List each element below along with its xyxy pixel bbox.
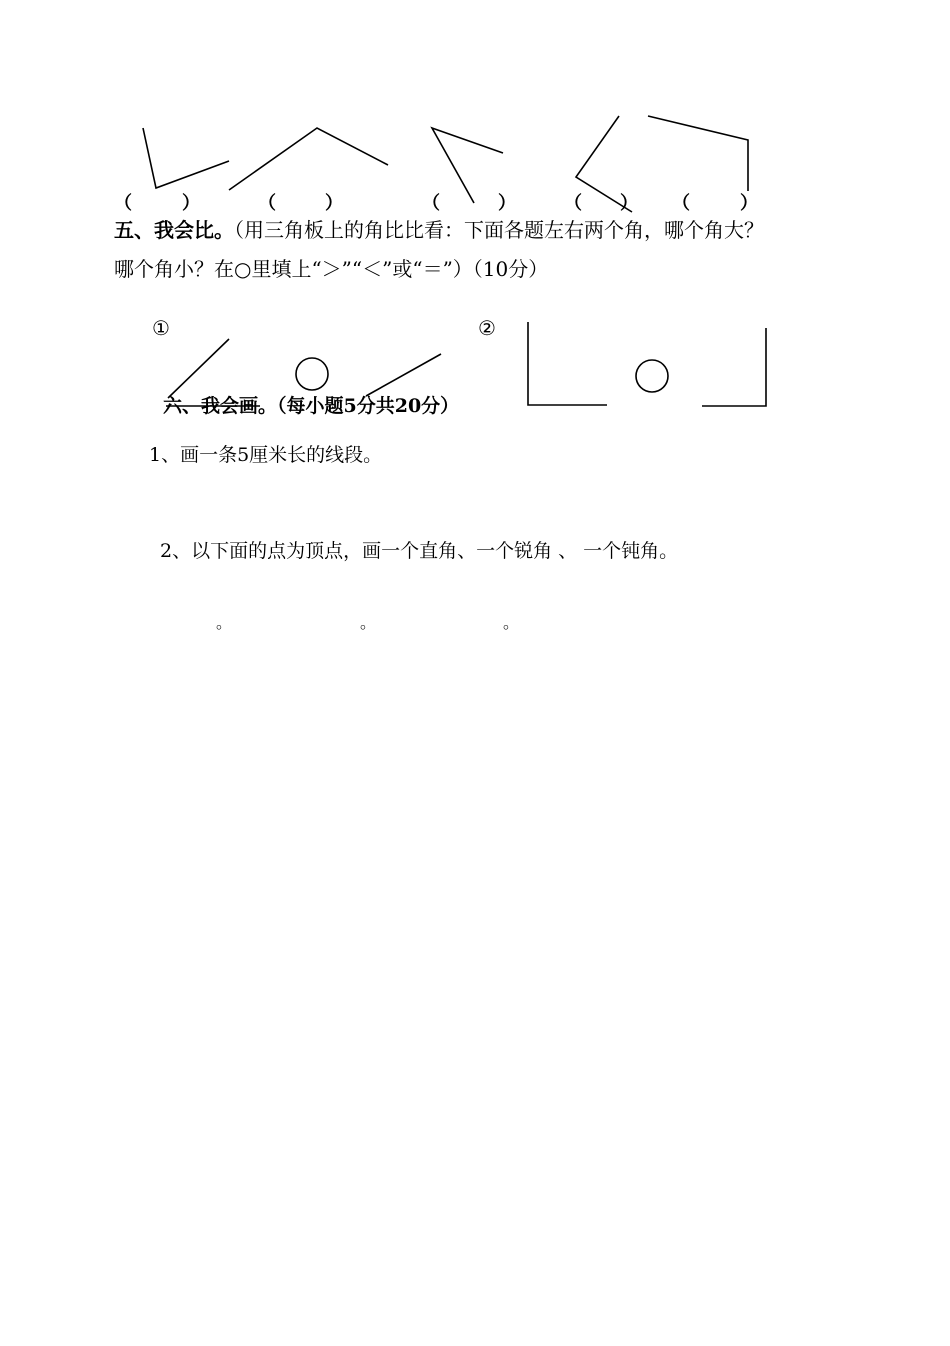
answer-1-close: ） [182, 193, 200, 214]
section6-heading-note: （每小题5分共20分） [277, 395, 460, 417]
compare-2-left-angle [528, 322, 607, 405]
section6-title-line [163, 391, 459, 418]
answer-5-close: ） [740, 193, 758, 214]
section5-heading: 五、我会比。 [114, 218, 234, 242]
answer-3-open: （ [422, 193, 440, 214]
answer-3-close: ） [498, 193, 516, 214]
section5-title-line [114, 214, 764, 243]
answer-1-open: （ [114, 193, 132, 214]
vertex-dot-2: 。 [360, 613, 377, 632]
answer-2-close: ） [325, 193, 343, 214]
angle-2 [229, 128, 388, 190]
angle-3 [432, 128, 503, 203]
answer-4-open: （ [564, 193, 582, 214]
compare-1-right-angle-arm [366, 354, 441, 396]
angle-1 [143, 128, 229, 188]
compare-2-circle[interactable] [636, 360, 668, 392]
section5-instruction-line2: 哪个角小？在○里填上“＞”“＜”或“＝”）（10分） [114, 257, 549, 281]
vertex-dot-3: 。 [503, 613, 520, 632]
section5-instruction-line1: （用三角板上的角比比看：下面各题左右两个角，哪个角大？ [234, 218, 764, 242]
compare-2-right-angle [702, 328, 766, 406]
section6-heading: 六、我会画。 [163, 395, 278, 417]
compare-1-circle[interactable] [296, 358, 328, 390]
compare-1-left-angle-arm [168, 339, 229, 398]
answer-5-open: （ [672, 193, 690, 214]
angle-5 [648, 116, 748, 191]
compare-item-2-marker: ② [478, 316, 496, 340]
section6-question-2: 2、以下面的点为顶点，画一个直角、一个锐角 、 一个钝角。 [160, 540, 679, 562]
compare-item-1-marker: ① [152, 316, 170, 340]
vertex-dot-1: 。 [216, 613, 233, 632]
answer-2-open: （ [258, 193, 276, 214]
answer-4-close: ） [620, 193, 638, 214]
section6-question-1: 1、画一条5厘米长的线段。 [149, 444, 383, 466]
